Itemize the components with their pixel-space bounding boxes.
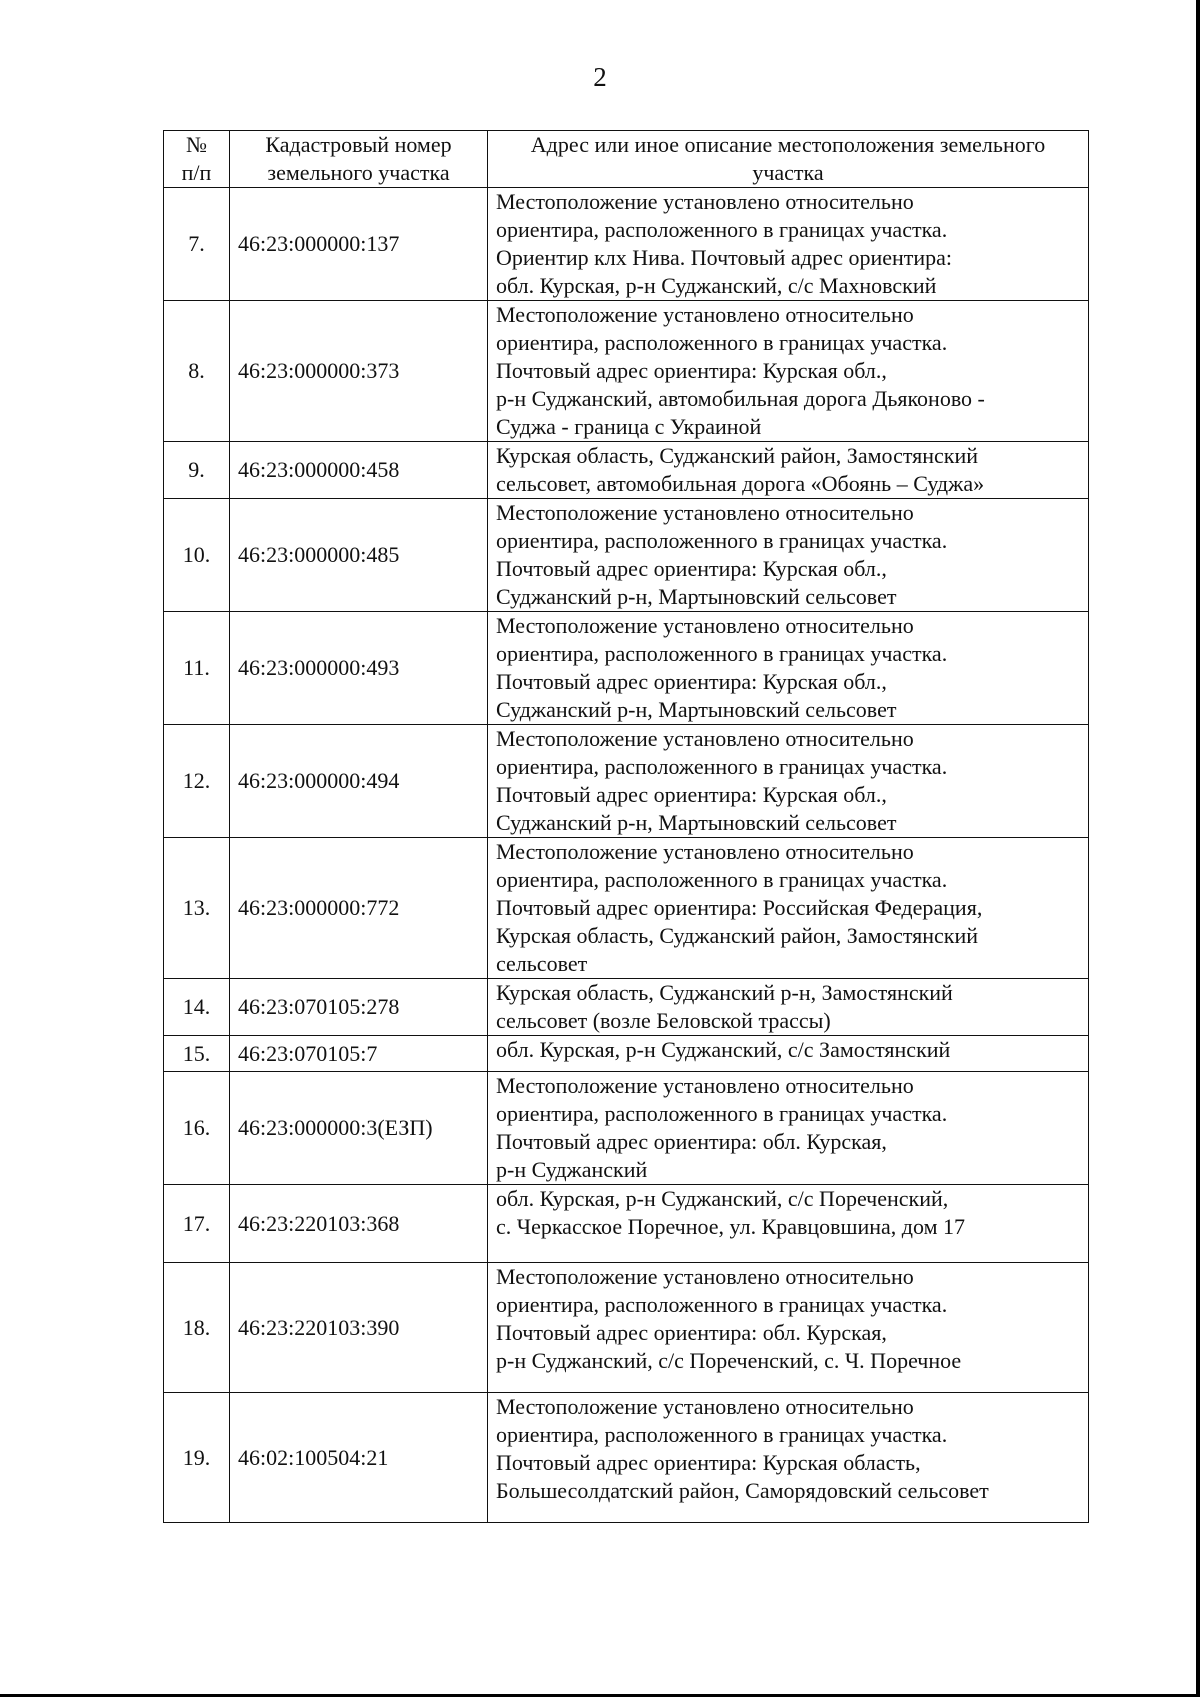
address-line: Почтовый адрес ориентира: Курская область, — [496, 1450, 921, 1475]
cadastral-number: 46:23:000000:458 — [230, 442, 488, 499]
address-line: сельсовет, автомобильная дорога «Обоянь – Суджа» — [496, 471, 985, 496]
row-number: 13. — [164, 838, 230, 979]
row-number: 12. — [164, 725, 230, 838]
address-line: Суджа - граница с Украиной — [496, 414, 762, 439]
header-address-line: Адрес или иное описание местоположения земельного — [530, 132, 1046, 157]
table-header-row — [164, 131, 1089, 188]
cadastral-number: 46:23:070105:7 — [230, 1036, 488, 1072]
row-number: 7. — [164, 188, 230, 301]
address-line: ориентира, расположенного в границах участка. — [496, 1422, 948, 1447]
address-line: Местоположение установлено относительно — [496, 302, 914, 327]
address-line: Местоположение установлено относительно — [496, 500, 914, 525]
table-row — [164, 1185, 1089, 1263]
row-number: 16. — [164, 1072, 230, 1185]
scan-edge-right — [1196, 0, 1200, 1697]
row-number: 18. — [164, 1263, 230, 1393]
address-description — [488, 1263, 1089, 1393]
row-number: 14. — [164, 979, 230, 1036]
cadastral-number: 46:23:000000:494 — [230, 725, 488, 838]
address-line: Местоположение установлено относительно — [496, 1073, 914, 1098]
page-number: 2 — [593, 62, 607, 92]
address-line: Почтовый адрес ориентира: Курская обл., — [496, 358, 887, 383]
address-line: р-н Суджанский, с/с Пореченский, с. Ч. Поречное — [496, 1348, 962, 1373]
cadastral-number: 46:23:220103:368 — [230, 1185, 488, 1263]
address-line: Местоположение установлено относительно — [496, 1394, 914, 1419]
address-description — [488, 301, 1089, 442]
row-number: 19. — [164, 1393, 230, 1523]
address-line: Местоположение установлено относительно — [496, 726, 914, 751]
address-description — [488, 499, 1089, 612]
address-line: Местоположение установлено относительно — [496, 189, 914, 214]
header-address — [488, 131, 1089, 188]
address-line: Курская область, Суджанский район, Замостянский — [496, 443, 979, 468]
table-row — [164, 301, 1089, 442]
table-row — [164, 612, 1089, 725]
cadastral-number: 46:23:000000:137 — [230, 188, 488, 301]
cadastral-number: 46:23:000000:373 — [230, 301, 488, 442]
header-address-line: участка — [752, 160, 824, 185]
address-description — [488, 1185, 1089, 1263]
cadastral-number: 46:02:100504:21 — [230, 1393, 488, 1523]
row-number: 9. — [164, 442, 230, 499]
header-cadastral-line: Кадастровый номер — [265, 132, 452, 157]
address-line: Курская область, Суджанский район, Замостянский — [496, 923, 979, 948]
cadastral-number: 46:23:220103:390 — [230, 1263, 488, 1393]
address-line: Суджанский р-н, Мартыновский сельсовет — [496, 584, 897, 609]
row-number: 11. — [164, 612, 230, 725]
address-line: сельсовет — [496, 951, 588, 976]
address-line: Суджанский р-н, Мартыновский сельсовет — [496, 697, 897, 722]
address-line: Местоположение установлено относительно — [496, 839, 914, 864]
address-line: ориентира, расположенного в границах участка. — [496, 754, 948, 779]
address-line: Почтовый адрес ориентира: Российская Федерация, — [496, 895, 983, 920]
row-number: 8. — [164, 301, 230, 442]
address-description — [488, 1036, 1089, 1072]
address-line: Почтовый адрес ориентира: обл. Курская, — [496, 1320, 887, 1345]
address-description — [488, 442, 1089, 499]
table-row — [164, 725, 1089, 838]
table-row — [164, 1036, 1089, 1072]
land-plots-table — [163, 130, 1089, 1523]
address-line: обл. Курская, р-н Суджанский, с/с Пореченский, — [496, 1186, 949, 1211]
cadastral-number: 46:23:000000:485 — [230, 499, 488, 612]
row-number: 15. — [164, 1036, 230, 1072]
table-row — [164, 442, 1089, 499]
table-row — [164, 1393, 1089, 1523]
table-row — [164, 188, 1089, 301]
address-description — [488, 979, 1089, 1036]
address-description — [488, 188, 1089, 301]
header-cadastral — [230, 131, 488, 188]
table-row — [164, 1263, 1089, 1393]
address-line: ориентира, расположенного в границах участка. — [496, 217, 948, 242]
header-cadastral-line: земельного участка — [267, 160, 450, 185]
cadastral-number: 46:23:000000:3(ЕЗП) — [230, 1072, 488, 1185]
address-line: Местоположение установлено относительно — [496, 1264, 914, 1289]
address-description — [488, 612, 1089, 725]
address-line: обл. Курская, р-н Суджанский, с/с Махновский — [496, 273, 937, 298]
address-line: р-н Суджанский, автомобильная дорога Дьяконово - — [496, 386, 985, 411]
address-line: обл. Курская, р-н Суджанский, с/с Замостянский — [496, 1037, 951, 1062]
row-number: 10. — [164, 499, 230, 612]
address-line: сельсовет (возле Беловской трассы) — [496, 1008, 831, 1033]
header-num — [164, 131, 230, 188]
row-number: 17. — [164, 1185, 230, 1263]
address-line: Почтовый адрес ориентира: Курская обл., — [496, 782, 887, 807]
header-num-line: п/п — [181, 160, 212, 185]
address-line: Почтовый адрес ориентира: Курская обл., — [496, 669, 887, 694]
address-description — [488, 1393, 1089, 1523]
table-body — [164, 188, 1089, 1523]
address-description — [488, 1072, 1089, 1185]
address-line: Большесолдатский район, Саморядовский сельсовет — [496, 1478, 989, 1503]
address-line: Суджанский р-н, Мартыновский сельсовет — [496, 810, 897, 835]
cadastral-number: 46:23:000000:772 — [230, 838, 488, 979]
address-line: с. Черкасское Поречное, ул. Кравцовшина, дом 17 — [496, 1214, 966, 1239]
address-description — [488, 838, 1089, 979]
table-row — [164, 1072, 1089, 1185]
address-line: ориентира, расположенного в границах участка. — [496, 1101, 948, 1126]
table-row — [164, 499, 1089, 612]
address-line: Почтовый адрес ориентира: Курская обл., — [496, 556, 887, 581]
address-line: ориентира, расположенного в границах участка. — [496, 528, 948, 553]
table-row — [164, 979, 1089, 1036]
address-line: Ориентир клх Нива. Почтовый адрес ориентира: — [496, 245, 953, 270]
table-row — [164, 838, 1089, 979]
cadastral-number: 46:23:070105:278 — [230, 979, 488, 1036]
cadastral-number: 46:23:000000:493 — [230, 612, 488, 725]
address-line: р-н Суджанский — [496, 1157, 648, 1182]
address-description — [488, 725, 1089, 838]
address-line: Курская область, Суджанский р-н, Замостянский — [496, 980, 953, 1005]
address-line: ориентира, расположенного в границах участка. — [496, 641, 948, 666]
address-line: ориентира, расположенного в границах участка. — [496, 330, 948, 355]
address-line: Почтовый адрес ориентира: обл. Курская, — [496, 1129, 887, 1154]
address-line: Местоположение установлено относительно — [496, 613, 914, 638]
address-line: ориентира, расположенного в границах участка. — [496, 1292, 948, 1317]
address-line: ориентира, расположенного в границах участка. — [496, 867, 948, 892]
header-num-line: № — [186, 132, 207, 157]
